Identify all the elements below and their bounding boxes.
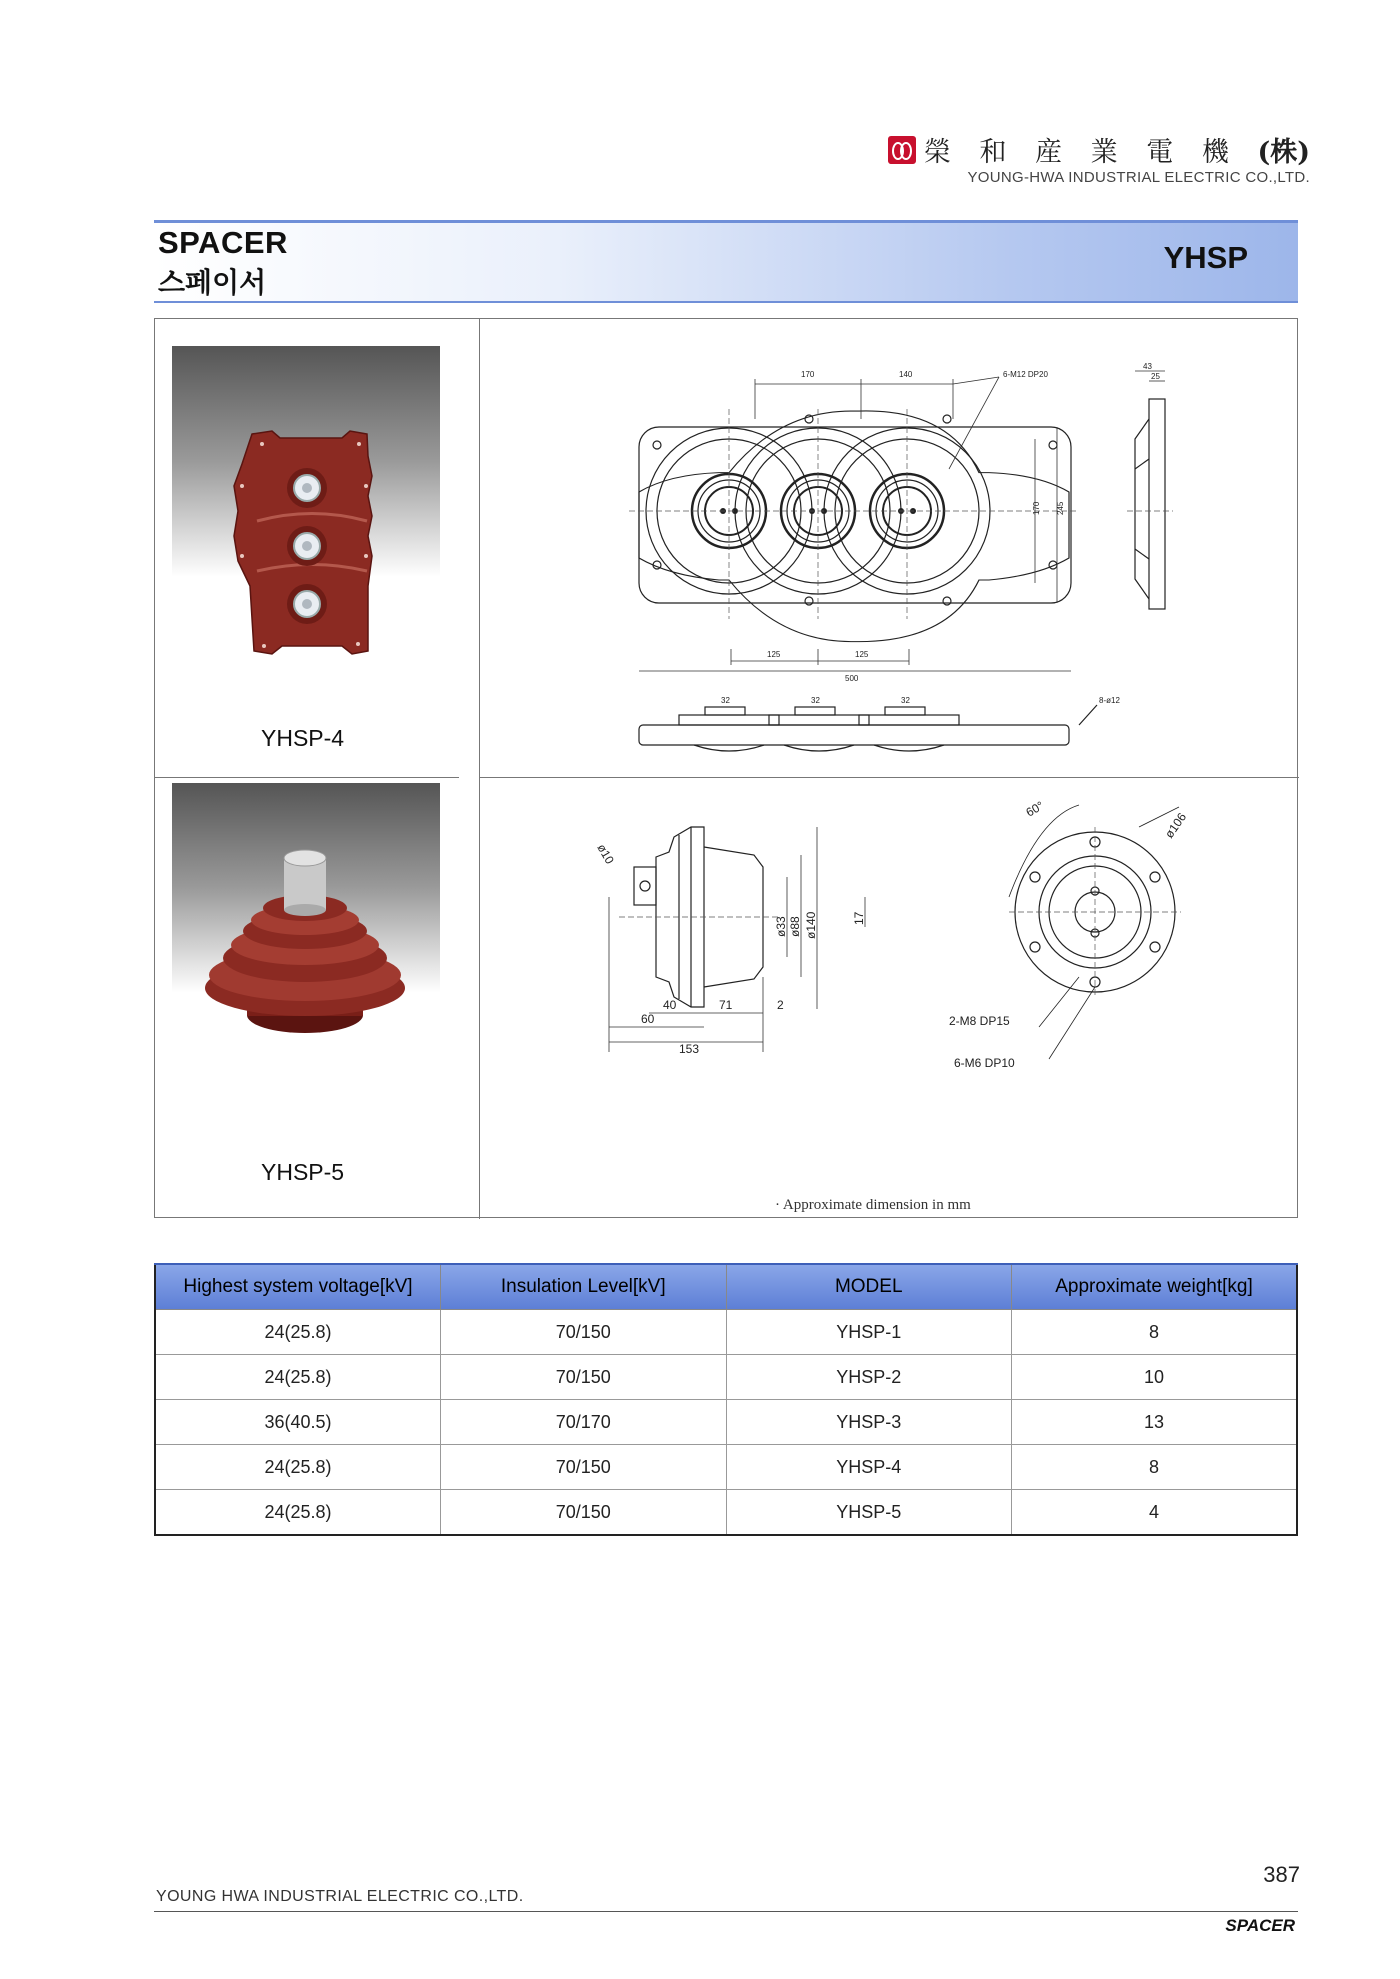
column-header-weight: Approximate weight[kg] xyxy=(1012,1264,1298,1310)
dim-b-m6: 6-M6 DP10 xyxy=(954,1056,1015,1070)
table-cell: YHSP-5 xyxy=(726,1490,1012,1536)
company-logo-icon xyxy=(888,136,916,164)
dim-b-17: 17 xyxy=(852,911,866,925)
company-brand xyxy=(888,130,1310,186)
spec-table xyxy=(154,1263,1298,1536)
table-cell: 4 xyxy=(1012,1490,1298,1536)
dim-b-dia-33: ø33 xyxy=(774,916,788,937)
dim-b-dia-140: ø140 xyxy=(804,911,818,939)
dim-a-25: 25 xyxy=(1151,372,1160,381)
model-label-yhsp-5: YHSP-5 xyxy=(261,1159,345,1185)
table-row xyxy=(155,1400,1297,1445)
table-cell: 70/150 xyxy=(441,1310,727,1355)
page-number: 387 xyxy=(1263,1862,1300,1887)
table-row xyxy=(155,1355,1297,1400)
dim-b-m8: 2-M8 DP15 xyxy=(949,1014,1010,1028)
dimension-note: · Approximate dimension in mm xyxy=(775,1197,971,1213)
product-code: YHSP xyxy=(1163,240,1248,275)
table-row xyxy=(155,1490,1297,1536)
technical-drawing-yhsp-5 xyxy=(479,777,1299,1217)
page-title-korean: 스페이서 xyxy=(158,266,267,299)
table-cell: YHSP-2 xyxy=(726,1355,1012,1400)
dim-b-153: 153 xyxy=(679,1042,700,1056)
table-cell: 70/150 xyxy=(441,1490,727,1536)
brand-english-name: YOUNG-HWA INDUSTRIAL ELECTRIC CO.,LTD. xyxy=(967,169,1310,186)
dim-a-500: 500 xyxy=(845,674,859,683)
model-label-yhsp-4: YHSP-4 xyxy=(261,725,345,751)
footer-divider xyxy=(154,1911,1298,1912)
table-cell: YHSP-4 xyxy=(726,1445,1012,1490)
dim-b-2: 2 xyxy=(777,998,784,1012)
table-cell: 70/170 xyxy=(441,1400,727,1445)
page-title: SPACER xyxy=(158,225,288,260)
table-cell: 24(25.8) xyxy=(155,1310,441,1355)
table-cell: 10 xyxy=(1012,1355,1298,1400)
title-banner xyxy=(154,220,1298,303)
table-cell: 8 xyxy=(1012,1445,1298,1490)
column-header-model: MODEL xyxy=(726,1264,1012,1310)
dim-b-dia-10: ø10 xyxy=(594,841,617,867)
dim-a-170: 170 xyxy=(801,370,815,379)
table-cell: YHSP-3 xyxy=(726,1400,1012,1445)
dim-b-71: 71 xyxy=(719,998,733,1012)
footer-section-name: SPACER xyxy=(1225,1916,1295,1935)
table-cell: 24(25.8) xyxy=(155,1355,441,1400)
table-cell: 36(40.5) xyxy=(155,1400,441,1445)
figure-panel xyxy=(154,318,1298,1218)
dim-a-side-245: 245 xyxy=(1056,501,1065,515)
product-photo-yhsp-4 xyxy=(172,346,440,676)
brand-korean-name: 榮 和 産 業 電 機 (株) xyxy=(923,137,1310,168)
table-header-row xyxy=(155,1264,1297,1310)
dim-b-dia-106: ø106 xyxy=(1161,810,1190,841)
dim-b-40: 40 xyxy=(663,998,677,1012)
table-cell: 70/150 xyxy=(441,1355,727,1400)
product-photo-yhsp-5 xyxy=(172,783,440,1083)
dim-a-32-3: 32 xyxy=(901,696,910,705)
table-cell: 8 xyxy=(1012,1310,1298,1355)
dim-a-125-right: 125 xyxy=(855,650,869,659)
dim-a-32-2: 32 xyxy=(811,696,820,705)
dim-b-angle: 60° xyxy=(1023,798,1047,820)
dim-b-60: 60 xyxy=(641,1012,655,1026)
column-header-voltage: Highest system voltage[kV] xyxy=(155,1264,441,1310)
table-row xyxy=(155,1310,1297,1355)
dim-a-32-1: 32 xyxy=(721,696,730,705)
table-cell: 24(25.8) xyxy=(155,1490,441,1536)
dim-a-side-170: 170 xyxy=(1032,501,1041,515)
dim-a-43: 43 xyxy=(1143,362,1152,371)
footer-company-name: YOUNG HWA INDUSTRIAL ELECTRIC CO.,LTD. xyxy=(156,1888,524,1905)
dim-a-140: 140 xyxy=(899,370,913,379)
dim-b-dia-88: ø88 xyxy=(788,916,802,937)
table-cell: YHSP-1 xyxy=(726,1310,1012,1355)
column-header-insulation: Insulation Level[kV] xyxy=(441,1264,727,1310)
table-row xyxy=(155,1445,1297,1490)
table-cell: 70/150 xyxy=(441,1445,727,1490)
dim-a-bolt-spec: 6-M12 DP20 xyxy=(1003,370,1048,379)
technical-drawing-yhsp-4 xyxy=(479,319,1299,777)
dim-a-holes: 8-ø12 xyxy=(1099,696,1120,705)
table-cell: 13 xyxy=(1012,1400,1298,1445)
dim-a-125-left: 125 xyxy=(767,650,781,659)
table-cell: 24(25.8) xyxy=(155,1445,441,1490)
divider-horizontal-left xyxy=(155,777,459,778)
